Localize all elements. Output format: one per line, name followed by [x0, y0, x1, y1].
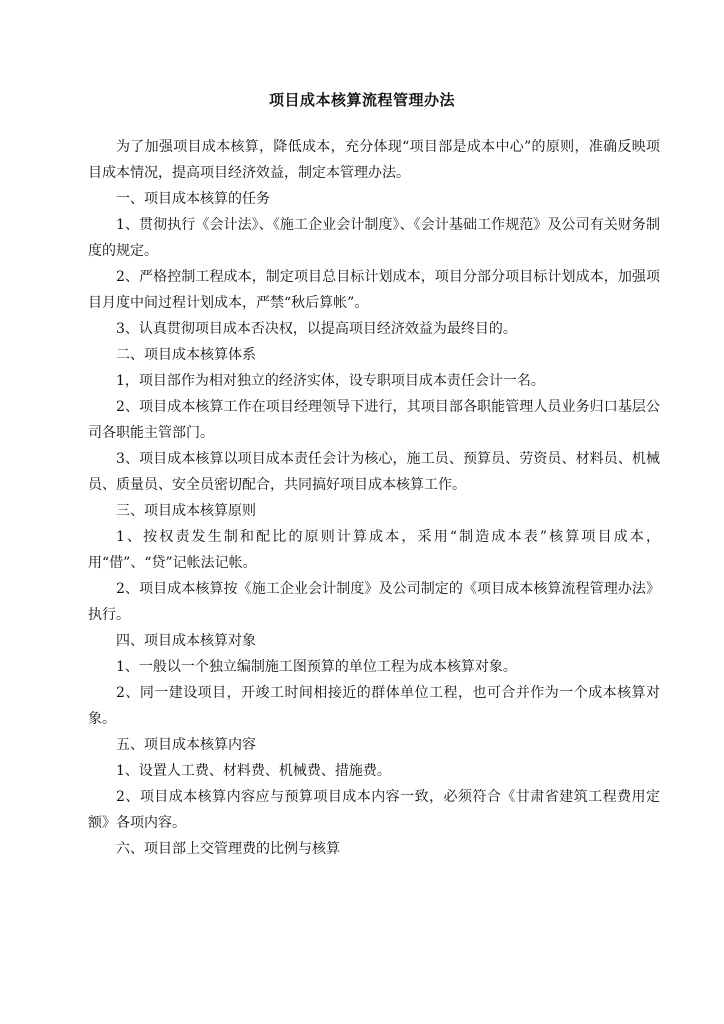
intro-paragraph: 为了加强项目成本核算，降低成本，充分体现“项目部是成本中心”的原则，准确反映项目成本情况，提高项目经济效益，制定本管理办法。: [88, 139, 660, 181]
document-body: [88, 134, 660, 862]
section-5-item-2: 2、项目成本核算内容应与预算项目成本内容一致，必须符合《甘肃省建筑工程费用定额》各项内容。: [88, 789, 660, 831]
section-heading-4: 四、项目成本核算对象: [116, 633, 256, 649]
section-4-item-2: 2、同一建设项目，开竣工时间相接近的群体单位工程，也可合并作为一个成本核算对象。: [88, 685, 660, 727]
section-heading-1: 一、项目成本核算的任务: [116, 191, 270, 207]
section-2-item-1: 1，项目部作为相对独立的经济实体，设专职项目成本责任会计一名。: [116, 373, 545, 389]
section-5-item-1: 1、设置人工费、材料费、机械费、措施费。: [116, 763, 391, 779]
section-2-item-2: 2、项目成本核算工作在项目经理领导下进行，其项目部各职能管理人员业务归口基层公司各职能主管部门。: [88, 399, 660, 441]
document-title: 项目成本核算流程管理办法: [268, 91, 455, 109]
section-1-item-1: 1、贯彻执行《会计法》、《施工企业会计制度》、《会计基础工作规范》及公司有关财务制度的规定。: [88, 217, 660, 259]
section-1-item-2: 2、严格控制工程成本，制定项目总目标计划成本，项目分部分项目标计划成本，加强项目月度中间过程计划成本，严禁“秋后算帐”。: [88, 269, 660, 311]
section-3-item-1: 1、按权责发生制和配比的原则计算成本，采用“制造成本表”核算项目成本，用“借”、“贷”记帐法记帐。: [88, 529, 660, 571]
section-1-item-3: 3、认真贯彻项目成本否决权，以提高项目经济效益为最终目的。: [116, 321, 517, 337]
section-heading-6: 六、项目部上交管理费的比例与核算: [116, 841, 340, 857]
section-heading-3: 三、项目成本核算原则: [116, 503, 256, 519]
section-2-item-3: 3、项目成本核算以项目成本责任会计为核心，施工员、预算员、劳资员、材料员、机械员、质量员、安全员密切配合，共同搞好项目成本核算工作。: [88, 451, 660, 493]
section-heading-5: 五、项目成本核算内容: [116, 737, 256, 753]
section-3-item-2: 2、项目成本核算按《施工企业会计制度》及公司制定的《项目成本核算流程管理办法》执行。: [88, 581, 660, 623]
section-4-item-1: 1、一般以一个独立编制施工图预算的单位工程为成本核算对象。: [116, 659, 517, 675]
section-heading-2: 二、项目成本核算体系: [116, 347, 256, 363]
